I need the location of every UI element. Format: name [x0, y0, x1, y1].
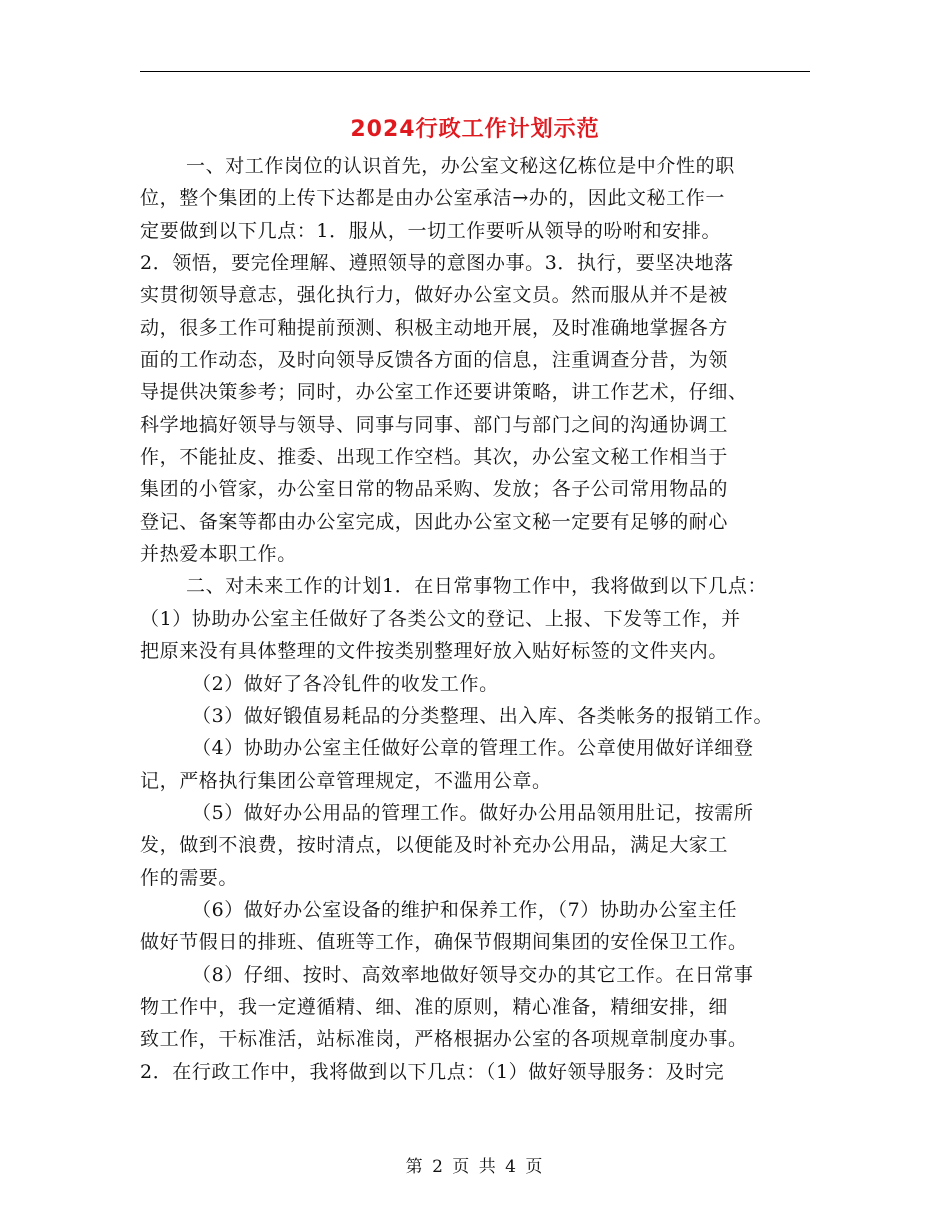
body-line: （3）做好锻值易耗品的分类整理、出入库、各类帐务的报销工作。: [192, 704, 774, 727]
body-line: 定要做到以下几点：1．服从，一切工作要听从领导的吩咐和安排。: [140, 219, 722, 242]
body-line: 动，很多工作可釉提前预测、积极主动地开展，及时准确地掌握各方: [140, 316, 729, 339]
body-line: 把原来没有具体整理的文件按类别整理好放入贴好标签的文件夹内。: [140, 640, 729, 663]
body-line: （2）做好了各冷钆件的收发工作。: [192, 672, 499, 695]
body-line: 位，整个集团的上传下达都是由办公室承洁→办的，因此文秘工作一: [140, 187, 725, 210]
body-line: （6）做好办公室设备的维护和保养工作，（7）协助办公室主任: [192, 898, 738, 921]
header-rule: [140, 71, 810, 72]
body-line: （4）协助办公室主任做好公章的管理工作。公章使用做好详细登: [192, 737, 754, 760]
body-line: 登记、备案等都由办公室完成，因此办公室文秘一定要有足够的耐心: [140, 510, 729, 533]
body-line: （5）做好办公用品的管理工作。做好办公用品领用肚记，按需所: [192, 801, 754, 824]
body-line: 记，严格执行集团公章管理规定，不滥用公章。: [140, 769, 552, 792]
document-body: [140, 150, 830, 1088]
body-line: 2．领悟，要完佺理解、遵照领导的意图办事。3．执行，要坚决地落: [140, 252, 734, 275]
document-title: 2024行政工作计划示范: [350, 117, 600, 142]
body-line: 导提供决策参考；同时，办公室工作还要讲策略，讲工作艺术，仔细、: [140, 381, 748, 404]
body-line: 集团的小管家，办公室日常的物品采购、发放；各子公司常用物品的: [140, 478, 729, 501]
body-line: 2．在行政工作中，我将做到以下几点：（1）做好领导服务：及时完: [140, 1060, 725, 1083]
body-line: 面的工作动态，及时向领导反馈各方面的信息，注重调查分昔，为领: [140, 349, 729, 372]
body-line: 做好节假日的排班、值班等工作，确保节假期间集团的安佺保卫工作。: [140, 931, 748, 954]
body-line: 致工作，干标准活，站标准岗，严格根据办公室的各项规章制度办事。: [140, 1028, 748, 1051]
body-line: 二、对未来工作的计划1．在日常事物工作中，我将做到以下几点：: [186, 575, 768, 598]
body-line: 实贯彻领导意志，强化执行力，做好办公室文员。然而服从并不是被: [140, 284, 729, 307]
body-line: 科学地搞好领导与领导、同事与同事、部门与部门之间的沟通协调工: [140, 413, 729, 436]
page-footer: 第 2 页 共 4 页: [405, 1157, 545, 1177]
body-line: 作的需要。: [140, 866, 239, 889]
body-line: （1）协助办公室主任做好了各类公文的登记、上报、下发等工作，并: [140, 607, 741, 630]
body-line: 发，做到不浪费，按时清点，以便能及时补充办公用品，满足大家工: [140, 834, 729, 857]
body-line: 并热爱本职工作。: [140, 543, 297, 566]
body-line: （8）仔细、按时、高效率地做好领导交办的其它工作。在日常事: [192, 963, 754, 986]
body-line: 一、对工作岗位的认识首先，办公室文秘这亿栋位是中介性的职: [186, 155, 735, 177]
body-line: 物工作中，我一定遵循精、细、准的原则，精心准备，精细安排，细: [140, 995, 729, 1018]
body-line: 作，不能扯皮、推委、出现工作空档。其次，办公室文秘工作相当于: [140, 446, 729, 469]
